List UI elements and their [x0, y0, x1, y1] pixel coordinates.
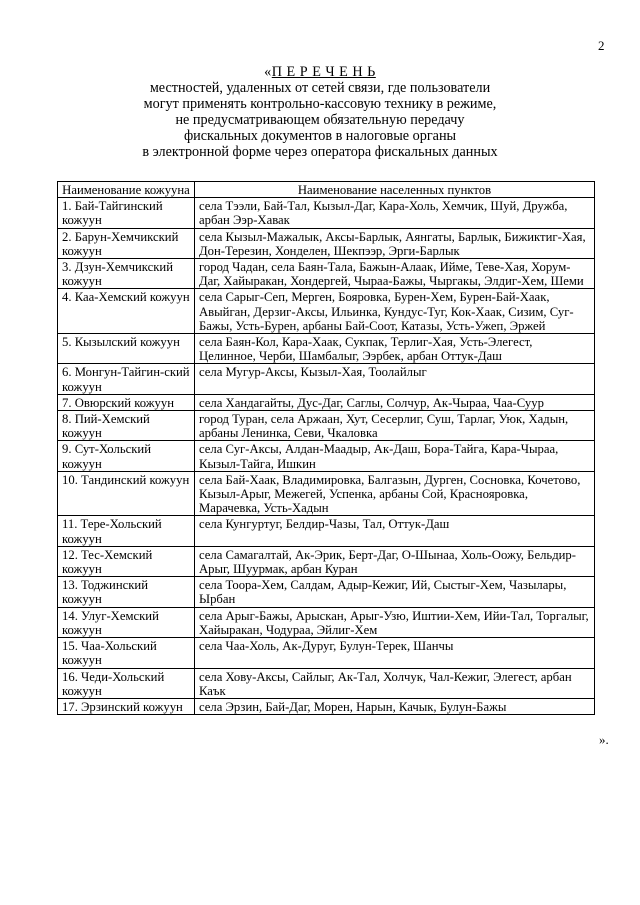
table-header-row — [58, 182, 595, 198]
settlements-cell: села Чаа-Холь, Ак-Дуруг, Булун-Терек, Шанчы — [195, 638, 595, 668]
table-body — [58, 198, 595, 715]
settlements-cell: села Суг-Аксы, Алдан-Маадыр, Ак-Даш, Бора-Тайга, Кара-Чыраа, Кызыл-Тайга, Ишкин — [195, 441, 595, 471]
settlements-cell: села Бай-Хаак, Владимировка, Балгазын, Дурген, Сосновка, Кочетово, Кызыл-Арыг, Межегей, Успенка, арбаны Сой, Краснояровка, Марачевка, Усть-Хадын — [195, 471, 595, 516]
document-title: П Е Р Е Ч Е Н Ь — [271, 64, 376, 80]
kozhuun-name-cell: 5. Кызылский кожуун — [58, 334, 195, 364]
open-quote: « — [264, 64, 272, 80]
page-number: 2 — [598, 38, 605, 53]
table-row — [58, 289, 595, 334]
table-row — [58, 471, 595, 516]
kozhuun-name-cell: 2. Барун-Хемчикский кожуун — [58, 228, 195, 258]
closing-quote: ». — [599, 732, 609, 747]
kozhuun-name-cell: 3. Дзун-Хемчикский кожуун — [58, 259, 195, 289]
title-line — [80, 64, 560, 80]
kozhuun-name-cell: 14. Улуг-Хемский кожуун — [58, 607, 195, 637]
table-row — [58, 334, 595, 364]
settlements-cell: город Туран, села Аржаан, Хут, Сесерлиг, Суш, Тарлаг, Уюк, Хадын, арбаны Ленинка, Севи, Чкаловка — [195, 411, 595, 441]
kozhuun-name-cell: 10. Тандинский кожуун — [58, 471, 195, 516]
table-row — [58, 441, 595, 471]
settlements-cell: села Хову-Аксы, Сайлыг, Ак-Тал, Холчук, Чал-Кежиг, Элегест, арбан Каък — [195, 668, 595, 698]
settlements-cell: села Тээли, Бай-Тал, Кызыл-Даг, Кара-Холь, Хемчик, Шуй, Дружба, арбан Ээр-Хавак — [195, 198, 595, 228]
settlements-cell: села Хандагайты, Дус-Даг, Саглы, Солчур, Ак-Чыраа, Чаа-Суур — [195, 394, 595, 410]
kozhuun-name-cell: 9. Сут-Хольский кожуун — [58, 441, 195, 471]
kozhuun-name-cell: 8. Пий-Хемский кожуун — [58, 411, 195, 441]
table-row — [58, 198, 595, 228]
settlements-table — [57, 181, 595, 715]
kozhuun-name-cell: 6. Монгун-Тайгин-ский кожуун — [58, 364, 195, 394]
table-row — [58, 364, 595, 394]
kozhuun-name-cell: 1. Бай-Тайгинский кожуун — [58, 198, 195, 228]
settlements-cell: села Баян-Кол, Кара-Хаак, Сукпак, Терлиг-Хая, Усть-Элегест, Целинное, Черби, Шамбалыг, Ээрбек, арбан Оттук-Даш — [195, 334, 595, 364]
table-row — [58, 411, 595, 441]
subtitle-line-3: не предусматривающем обязательную передачу — [175, 112, 465, 128]
settlements-cell: город Чадан, села Баян-Тала, Бажын-Алаак, Ийме, Теве-Хая, Хорум-Даг, Хайыракан, Хондергей, Чыраа-Бажы, Чыргакы, Элдиг-Хем, Шеми — [195, 259, 595, 289]
table-row — [58, 577, 595, 607]
subtitle-line-5: в электронной форме через оператора фискальных данных — [142, 144, 498, 160]
column-header-settlements: Наименование населенных пунктов — [195, 182, 595, 198]
document-header — [80, 64, 560, 160]
table-row — [58, 516, 595, 546]
kozhuun-name-cell: 7. Овюрский кожуун — [58, 394, 195, 410]
kozhuun-name-cell: 4. Каа-Хемский кожуун — [58, 289, 195, 334]
settlements-cell: села Сарыг-Сеп, Мерген, Бояровка, Бурен-Хем, Бурен-Бай-Хаак, Авыйган, Дерзиг-Аксы, Ильинка, Кундус-Туг, Кок-Хаак, Сизим, Суг-Бажы, Усть-Бурен, арбаны Бай-Соот, Катазы, Усть-Ужеп, Эржей — [195, 289, 595, 334]
kozhuun-name-cell: 12. Тес-Хемский кожуун — [58, 546, 195, 576]
table-row — [58, 607, 595, 637]
settlements-cell: села Тоора-Хем, Салдам, Адыр-Кежиг, Ий, Сыстыг-Хем, Чазылары, Ырбан — [195, 577, 595, 607]
kozhuun-name-cell: 16. Чеди-Хольский кожуун — [58, 668, 195, 698]
subtitle-line-2: могут применять контрольно-кассовую технику в режиме, — [143, 96, 497, 112]
table-row — [58, 259, 595, 289]
table-row — [58, 638, 595, 668]
table-row — [58, 394, 595, 410]
column-header-kozhuun: Наименование кожууна — [58, 182, 195, 198]
kozhuun-name-cell: 15. Чаа-Хольский кожуун — [58, 638, 195, 668]
settlements-cell: села Самагалтай, Ак-Эрик, Берт-Даг, О-Шынаа, Холь-Оожу, Бельдир-Арыг, Шуурмак, арбан Куран — [195, 546, 595, 576]
settlements-cell: села Мугур-Аксы, Кызыл-Хая, Тоолайлыг — [195, 364, 595, 394]
table-row — [58, 228, 595, 258]
settlements-cell: села Кунгуртуг, Белдир-Чазы, Тал, Оттук-Даш — [195, 516, 595, 546]
table-row — [58, 668, 595, 698]
kozhuun-name-cell: 11. Тере-Хольский кожуун — [58, 516, 195, 546]
subtitle-line-1: местностей, удаленных от сетей связи, где пользователи — [149, 80, 491, 96]
settlements-cell: села Кызыл-Мажалык, Аксы-Барлык, Аянгаты, Барлык, Бижиктиг-Хая, Дон-Терезин, Хонделен, Шекпээр, Эрги-Барлык — [195, 228, 595, 258]
subtitle-line-4: фискальных документов в налоговые органы — [183, 128, 457, 144]
table-row — [58, 698, 595, 714]
table-row — [58, 546, 595, 576]
kozhuun-name-cell: 17. Эрзинский кожуун — [58, 698, 195, 714]
settlements-cell: села Эрзин, Бай-Даг, Морен, Нарын, Качык, Булун-Бажы — [195, 698, 595, 714]
settlements-cell: села Арыг-Бажы, Арыскан, Арыг-Узю, Иштии-Хем, Ийи-Тал, Торгалыг, Хайыракан, Чодураа, Эйлиг-Хем — [195, 607, 595, 637]
kozhuun-name-cell: 13. Тоджинский кожуун — [58, 577, 195, 607]
